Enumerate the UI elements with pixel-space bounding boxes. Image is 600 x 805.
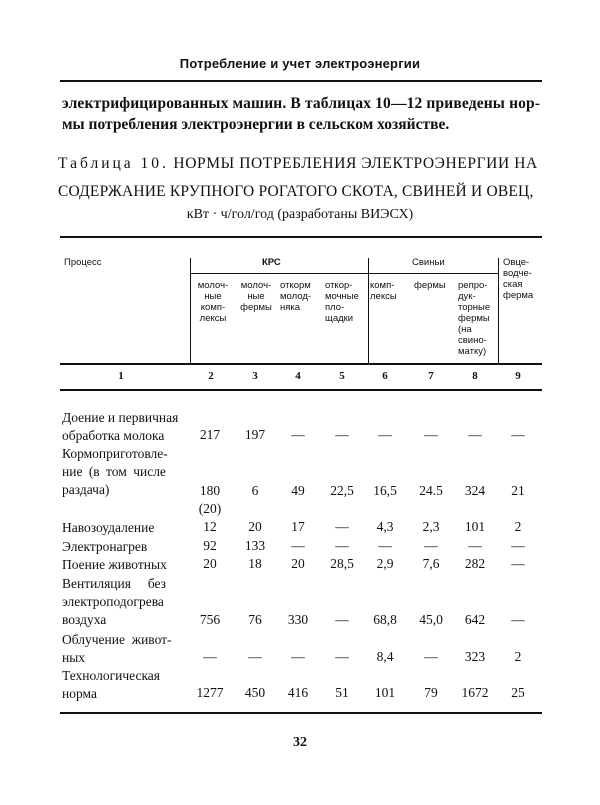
row-label: Кормоприготовле- ние (в том числе раздача): [62, 446, 168, 497]
table-cell: 16,5: [373, 483, 397, 498]
subcol-pigs-complexes: комп- лексы: [370, 280, 397, 302]
subcol-krs-young-fattening: откорм молод- няка: [280, 280, 312, 313]
krs-group-rule: [190, 273, 368, 274]
header-pigs: Свиньи: [412, 257, 445, 268]
table-title-line-1: НОРМЫ ПОТРЕБЛЕНИЯ ЭЛЕКТРОЭНЕРГИИ НА: [173, 155, 538, 172]
table-cell: —: [291, 538, 305, 553]
header-process: Процесс: [64, 257, 102, 268]
table-cell: —: [335, 649, 349, 664]
table-cell: 2: [514, 519, 522, 534]
table-cell: 4,3: [376, 519, 394, 534]
table-cell: 330: [287, 612, 309, 627]
table-cell: 17: [291, 519, 305, 534]
table-cell: —: [511, 612, 525, 627]
table-cell: 101: [464, 519, 486, 534]
table-cell: 25: [511, 685, 525, 700]
row-label: Электронагрев: [62, 539, 148, 554]
table-subtitle: кВт · ч/гол/год (разработаны ВИЭСХ): [186, 207, 414, 222]
table-cell: 20: [248, 519, 262, 534]
row-label: Вентиляция без электроподогрева воздуха: [62, 576, 167, 627]
table-top-rule: [60, 236, 542, 238]
table-cell: 450: [244, 685, 266, 700]
table-cell: —: [291, 427, 305, 442]
table-cell: —: [424, 427, 438, 442]
col-number: 1: [118, 370, 124, 382]
table-cell: 68,8: [373, 612, 397, 627]
table-cell: —: [424, 649, 438, 664]
row-label: Навозоудаление: [62, 520, 155, 535]
paragraph-line-2: мы потребления электроэнергии в сельском хозяйстве.: [62, 116, 450, 133]
table-cell: 8,4: [376, 649, 394, 664]
table-bottom-rule: [60, 712, 542, 714]
table-cell: 1277: [196, 685, 224, 700]
table-cell: 20: [291, 556, 305, 571]
table-cell: 324: [464, 483, 486, 498]
table-cell: 133: [244, 538, 266, 553]
col-number: 5: [339, 370, 345, 382]
table-cell: 282: [464, 556, 486, 571]
header-rule: [60, 80, 542, 82]
page-number: 32: [293, 735, 307, 750]
row-label: Поение животных: [62, 557, 167, 572]
running-head: Потребление и учет электроэнергии: [179, 56, 421, 71]
table-cell: 2: [514, 649, 522, 664]
col-numbers-rule: [60, 389, 542, 391]
table-cell: 49: [291, 483, 305, 498]
table-cell: —: [203, 649, 217, 664]
table-cell: 79: [424, 685, 438, 700]
pigs-group-rule: [368, 273, 498, 274]
table-number: Таблица 10.: [58, 155, 169, 172]
table-cell: —: [335, 538, 349, 553]
row-label: Доение и первичная обработка молока: [62, 410, 179, 443]
subcol-pigs-breeding-farms: репро- дук- торные фермы (на свино- матку): [458, 280, 491, 357]
table-cell: 51: [335, 685, 349, 700]
table-cell: —: [511, 538, 525, 553]
table-title: [58, 150, 548, 206]
table-title-line-2: СОДЕРЖАНИЕ КРУПНОГО РОГАТОГО СКОТА, СВИНЕЙ И ОВЕЦ,: [58, 183, 534, 200]
paragraph-line-1: электрифицированных машин. В таблицах 10—12 приведены нор-: [62, 95, 541, 112]
col-number: 6: [382, 370, 388, 382]
table-cell: 2,3: [422, 519, 440, 534]
col-number: 7: [428, 370, 434, 382]
table-cell: —: [468, 427, 482, 442]
table-cell: 28,5: [330, 556, 354, 571]
table-cell: 12: [203, 519, 217, 534]
col-number: 2: [208, 370, 214, 382]
table-cell: —: [335, 427, 349, 442]
col-number: 9: [515, 370, 521, 382]
table-cell: 756: [199, 612, 221, 627]
header-sheep: Овце- водче- ская ферма: [503, 257, 534, 301]
subcol-krs-complexes: молоч- ные комп- лексы: [197, 280, 229, 324]
table-cell: 323: [464, 649, 486, 664]
col-number: 8: [472, 370, 478, 382]
table-cell: —: [335, 612, 349, 627]
table-cell: 180: [199, 483, 221, 498]
table-cell: 6: [251, 483, 259, 498]
table-cell: —: [511, 556, 525, 571]
subcol-pigs-farms: фермы: [414, 280, 446, 291]
table-cell: —: [291, 649, 305, 664]
table-cell: —: [335, 519, 349, 534]
header-krs: КРС: [262, 257, 281, 268]
table-cell: 24.5: [419, 483, 443, 498]
table-cell: 1672: [461, 685, 489, 700]
table-cell: —: [378, 538, 392, 553]
table-cell: 642: [464, 612, 486, 627]
table-cell: 101: [374, 685, 396, 700]
table-cell: —: [468, 538, 482, 553]
table-cell: 45,0: [419, 612, 443, 627]
body-paragraph: [62, 93, 540, 135]
table-cell: 7,6: [422, 556, 440, 571]
table-cell-note: (20): [198, 501, 222, 516]
table-cell: —: [424, 538, 438, 553]
table-cell: 18: [248, 556, 262, 571]
subcol-krs-fattening-sites: откор- мочные пло- щадки: [325, 280, 359, 324]
col-number: 4: [295, 370, 301, 382]
table-cell: —: [248, 649, 262, 664]
table-cell: 92: [203, 538, 217, 553]
col-number: 3: [252, 370, 258, 382]
table-cell: 217: [199, 427, 221, 442]
row-label: Облучение живот- ных: [62, 632, 172, 665]
table-cell: 76: [248, 612, 262, 627]
table-cell: —: [378, 427, 392, 442]
table-cell: 22,5: [330, 483, 354, 498]
header-bottom-rule: [60, 363, 542, 365]
table-cell: 20: [203, 556, 217, 571]
table-cell: 21: [511, 483, 525, 498]
subcol-krs-dairy-farms: молоч- ные фермы: [240, 280, 272, 313]
row-label: Технологическая норма: [62, 668, 161, 701]
table-cell: 197: [244, 427, 266, 442]
table-cell: 416: [287, 685, 309, 700]
table-cell: —: [511, 427, 525, 442]
table-cell: 2,9: [376, 556, 394, 571]
